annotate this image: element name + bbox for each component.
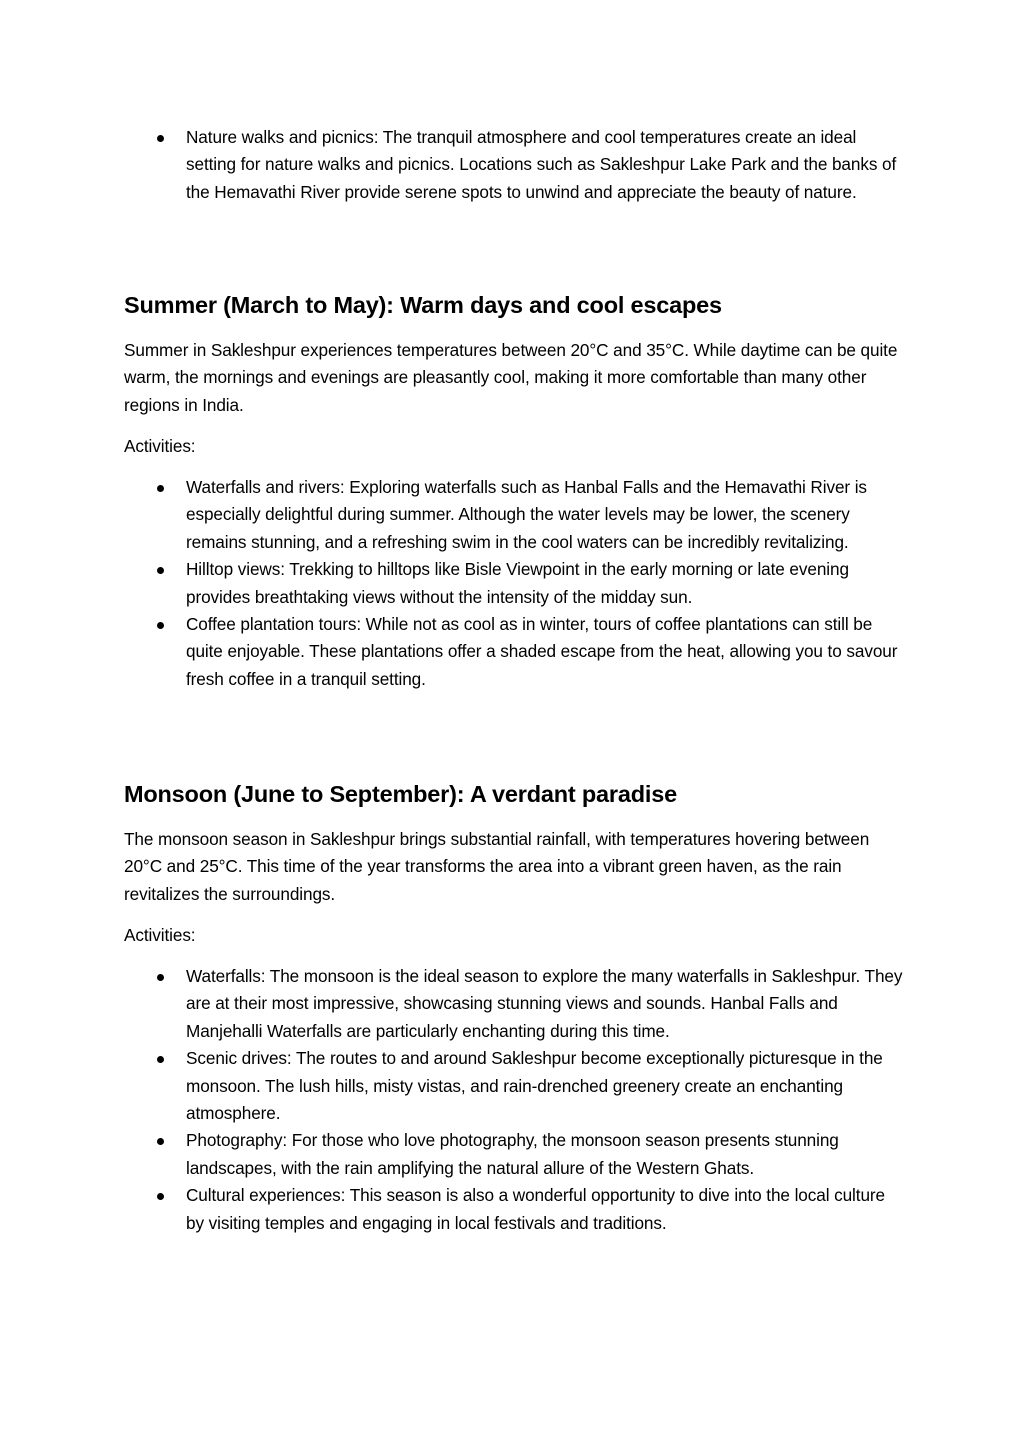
monsoon-activities-label-block bbox=[124, 922, 904, 949]
summer-paragraph-block bbox=[124, 337, 904, 419]
list-item-text: Waterfalls and rivers: Exploring waterfalls such as Hanbal Falls and the Hemavathi River is especially delightful during summer. Although the water levels may be lower, the scenery remains stunning, and a refreshing swim in the cool waters can be incredibly revitalizing. bbox=[186, 477, 867, 552]
bullet-icon bbox=[157, 485, 164, 492]
list-item bbox=[124, 1127, 904, 1182]
list-item bbox=[124, 963, 904, 1045]
monsoon-heading-block bbox=[124, 779, 904, 809]
monsoon-activities-label: Activities: bbox=[124, 925, 196, 945]
monsoon-heading: Monsoon (June to September): A verdant paradise bbox=[124, 781, 677, 807]
bullet-icon bbox=[157, 1138, 164, 1145]
bullet-icon bbox=[157, 1056, 164, 1063]
summer-activities-label: Activities: bbox=[124, 436, 196, 456]
bullet-icon bbox=[157, 567, 164, 574]
list-item bbox=[124, 611, 904, 693]
bullet-icon bbox=[157, 622, 164, 629]
bullet-icon bbox=[157, 974, 164, 981]
summer-activities-label-block bbox=[124, 433, 904, 460]
list-item-text: Cultural experiences: This season is also a wonderful opportunity to dive into the local culture by visiting temples and engaging in local festivals and traditions. bbox=[186, 1185, 885, 1233]
list-item-text: Hilltop views: Trekking to hilltops like Bisle Viewpoint in the early morning or late evening provides breathtaking views without the intensity of the midday sun. bbox=[186, 559, 849, 607]
list-item-text: Coffee plantation tours: While not as cool as in winter, tours of coffee plantations can still be quite enjoyable. These plantations offer a shaded escape from the heat, allowing you to savour fresh coffee in a tranquil setting. bbox=[186, 614, 898, 689]
list-item-text: Scenic drives: The routes to and around Sakleshpur become exceptionally picturesque in the monsoon. The lush hills, misty vistas, and rain-drenched greenery create an enchanting atmosphere. bbox=[186, 1048, 883, 1124]
list-item-text: Waterfalls: The monsoon is the ideal season to explore the many waterfalls in Sakleshpur. They are at their most impressive, showcasing stunning views and sounds. Hanbal Falls and Manjehalli Waterfalls are particularly enchanting during this time. bbox=[186, 966, 903, 1041]
monsoon-paragraph-block bbox=[124, 826, 904, 908]
bullet-icon bbox=[157, 135, 164, 142]
monsoon-paragraph: The monsoon season in Sakleshpur brings substantial rainfall, with temperatures hovering between 20°C and 25°C. This time of the year transforms the area into a vibrant green haven, as the rain revitalizes the surroundings. bbox=[124, 829, 870, 904]
summer-paragraph: Summer in Sakleshpur experiences temperatures between 20°C and 35°C. While daytime can be quite warm, the mornings and evenings are pleasantly cool, making it more comfortable than many other regions in India. bbox=[124, 340, 898, 415]
summer-heading-block bbox=[124, 290, 904, 320]
intro-bullet-list bbox=[124, 124, 904, 206]
list-item bbox=[124, 474, 904, 556]
list-item-text: Photography: For those who love photography, the monsoon season presents stunning landscapes, with the rain amplifying the natural allure of the Western Ghats. bbox=[186, 1130, 839, 1178]
list-item bbox=[124, 1182, 904, 1237]
list-item bbox=[124, 124, 904, 206]
bullet-icon bbox=[157, 1193, 164, 1200]
list-item bbox=[124, 556, 904, 611]
list-item bbox=[124, 1045, 904, 1127]
monsoon-bullet-list bbox=[124, 963, 904, 1237]
summer-bullet-list bbox=[124, 474, 904, 693]
list-item-text: Nature walks and picnics: The tranquil atmosphere and cool temperatures create an ideal setting for nature walks and picnics. Locations such as Sakleshpur Lake Park and the banks of the Hemavathi River provide serene spots to unwind and appreciate the beauty of nature. bbox=[186, 127, 897, 202]
summer-heading: Summer (March to May): Warm days and cool escapes bbox=[124, 292, 722, 318]
